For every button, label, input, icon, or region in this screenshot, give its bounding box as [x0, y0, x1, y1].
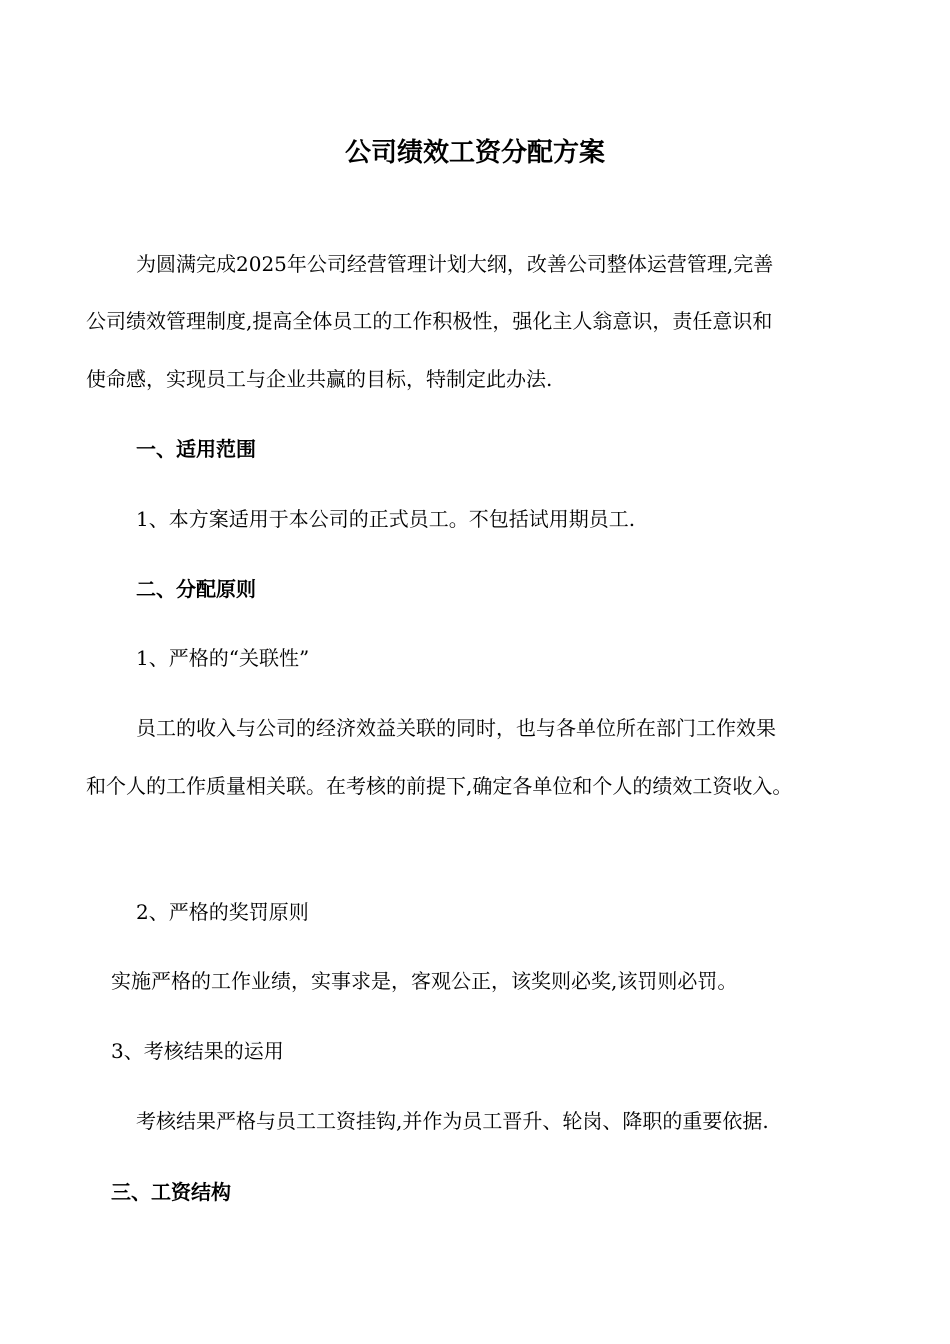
section2-item2-heading: 2、严格的奖罚原则 — [136, 900, 309, 924]
section1-item1: 1、本方案适用于本公司的正式员工。不包括试用期员工. — [136, 507, 636, 531]
section2-item1-body-line-2: 和个人的工作质量相关联。在考核的前提下,确定各单位和个人的绩效工资收入。 — [86, 774, 793, 798]
document-title: 公司绩效工资分配方案 — [344, 138, 605, 168]
section1-heading: 一、适用范围 — [136, 437, 256, 461]
intro-line-2: 公司绩效管理制度,提高全体员工的工作积极性，强化主人翁意识，责任意识和 — [86, 309, 773, 333]
intro-line-1: 为圆满完成2025年公司经营管理计划大纲，改善公司整体运营管理,完善 — [136, 252, 774, 276]
section2-item2-body: 实施严格的工作业绩，实事求是，客观公正，该奖则必奖,该罚则必罚。 — [111, 969, 738, 993]
section2-item3-heading: 3、考核结果的运用 — [111, 1039, 284, 1063]
section2-item3-body: 考核结果严格与员工工资挂钩,并作为员工晋升、轮岗、降职的重要依据. — [136, 1109, 769, 1133]
section2-item1-body-line-1: 员工的收入与公司的经济效益关联的同时，也与各单位所在部门工作效果 — [136, 716, 776, 740]
section2-item1-heading: 1、严格的“关联性” — [136, 646, 310, 670]
section2-heading: 二、分配原则 — [136, 577, 256, 601]
intro-line-3: 使命感，实现员工与企业共赢的目标，特制定此办法. — [86, 367, 553, 391]
section3-heading: 三、工资结构 — [111, 1180, 231, 1204]
